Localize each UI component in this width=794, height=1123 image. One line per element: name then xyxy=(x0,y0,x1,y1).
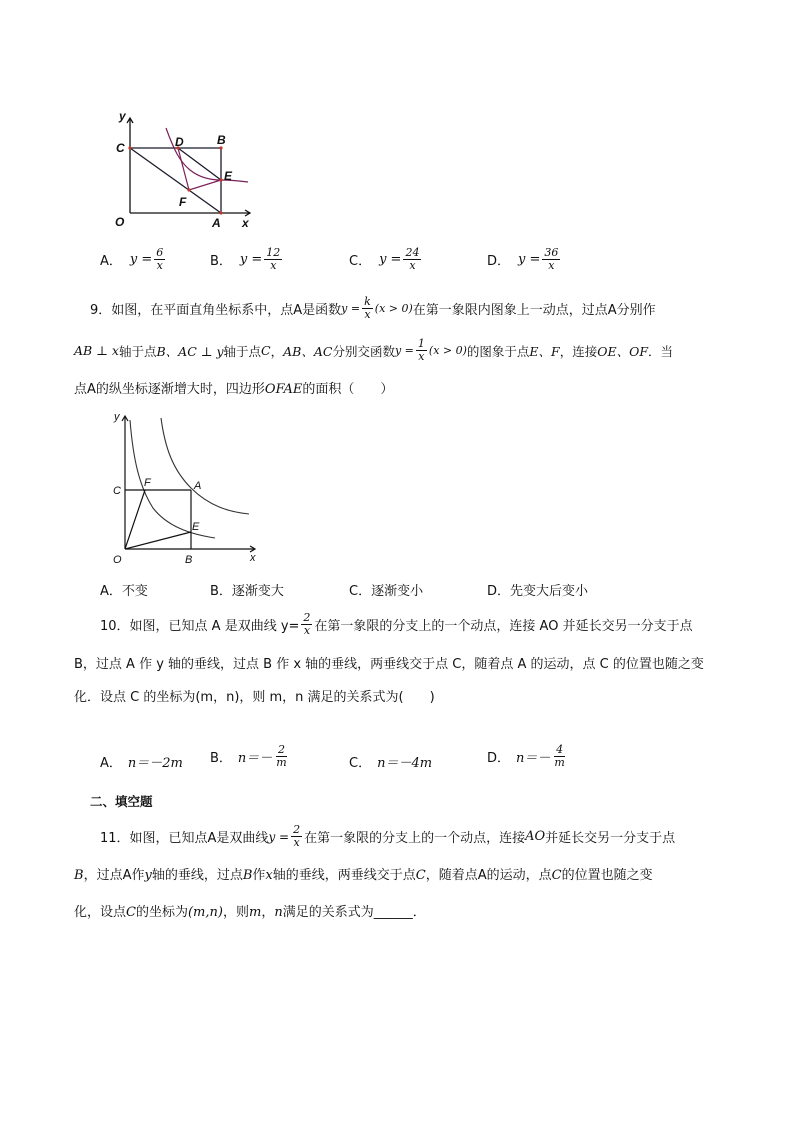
q9-lines xyxy=(125,490,191,549)
q8-label-O: O xyxy=(115,215,125,229)
q10-option-b-fraction: $\frac{2}{m}$ xyxy=(276,743,287,769)
q10-line-3: 化．设点 C 的坐标为(m，n)，则 m，n 满足的关系式为( ) xyxy=(74,690,435,705)
q9-label-F: F xyxy=(144,477,151,489)
q8-label-x: x xyxy=(242,216,249,230)
q9-option-a[interactable]: A．不变 xyxy=(100,584,148,599)
q9-line-2: AB ⊥ x 轴于点 B、AC ⊥ y 轴于点 C ， AB、AC 分别交函数 y = $\frac{1}{x}$ (x > 0) 的图象于点 E、F ，连接 OE、OF ．当 xyxy=(74,337,674,363)
q9-label-C: C xyxy=(113,485,121,497)
q9-label-A: A xyxy=(194,480,202,492)
q10-two-over-x: $\frac{2}{x}$ xyxy=(303,611,311,637)
q8-figure xyxy=(100,100,260,235)
q9-label-E: E xyxy=(192,521,200,533)
q11-line-1: 11．如图，已知点A是双曲线 y = $\frac{2}{x}$ 在第一象限的分支上的一个动点，连接 AO 并延长交另一分支于点 xyxy=(100,823,676,849)
q11-two-over-x: $\frac{2}{x}$ xyxy=(293,823,301,849)
q9-line-3: 点A的纵坐标逐渐增大时，四边形OFAE的面积（ ） xyxy=(74,382,394,397)
q9-option-d[interactable]: D．先变大后变小 xyxy=(487,584,589,599)
q9-label-B: B xyxy=(185,554,193,566)
q9-figure xyxy=(105,408,265,568)
q8-option-a[interactable]: A． y = $\frac{6}{x}$ xyxy=(100,246,164,272)
q8-label-E: E xyxy=(224,169,233,183)
q9-line-1: 9．如图，在平面直角坐标系中，点A是函数 y = $\frac{k}{x}$ (x > 0) 在第一象限内图象上一动点，过点A分别作 xyxy=(90,295,656,321)
q9-one-over-x: $\frac{1}{x}$ xyxy=(417,337,425,363)
q10-option-d[interactable]: D． n＝－ $\frac{4}{m}$ xyxy=(487,743,565,769)
q8-label-F: F xyxy=(179,195,187,209)
q11-line-3: 化，设点C的坐标为(m,n)，则m，n满足的关系式为______． xyxy=(74,905,426,920)
q8-option-b-fraction: $\frac{12}{x}$ xyxy=(266,246,281,272)
q10-option-c[interactable]: C． n＝－4m xyxy=(349,756,433,771)
q9-label-y: y xyxy=(114,411,120,423)
q9-option-b[interactable]: B．逐渐变大 xyxy=(210,584,284,599)
q10-option-d-fraction: $\frac{4}{m}$ xyxy=(554,743,565,769)
q11-line-2: B，过点A作y轴的垂线，过点B作x轴的垂线，两垂线交于点C，随着点A的运动，点C的位置也随之变 xyxy=(74,868,653,883)
q8-option-a-fraction: $\frac{6}{x}$ xyxy=(156,246,164,272)
q10-line-2: B，过点 A 作 y 轴的垂线，过点 B 作 x 轴的垂线，两垂线交于点 C，随着点 A 的运动，点 C 的位置也随之变 xyxy=(74,657,704,672)
q8-label-A: A xyxy=(212,216,221,230)
q10-option-b[interactable]: B． n＝－ $\frac{2}{m}$ xyxy=(210,743,287,769)
q9-option-c[interactable]: C．逐渐变小 xyxy=(349,584,424,599)
q8-label-C: C xyxy=(116,141,125,155)
q8-label-y: y xyxy=(119,109,126,123)
q8-option-c-fraction: $\frac{24}{x}$ xyxy=(405,246,420,272)
q9-label-x: x xyxy=(250,552,256,564)
q8-option-d[interactable]: D． y = $\frac{36}{x}$ xyxy=(487,246,559,272)
q8-option-b[interactable]: B． y = $\frac{12}{x}$ xyxy=(210,246,281,272)
q10-line-1: 10．如图，已知点 A 是双曲线 y= $\frac{2}{x}$ 在第一象限的分支上的一个动点，连接 AO 并延长交另一分支于点 xyxy=(100,611,693,637)
q8-label-D: D xyxy=(175,135,184,149)
q9-k-over-x: $\frac{k}{x}$ xyxy=(364,295,371,321)
q8-option-d-fraction: $\frac{36}{x}$ xyxy=(544,246,559,272)
q8-rectangle xyxy=(130,148,221,213)
q8-axes xyxy=(127,118,250,216)
q9-label-O: O xyxy=(113,554,122,566)
q8-option-c[interactable]: C． y = $\frac{24}{x}$ xyxy=(349,246,420,272)
q10-option-a[interactable]: A． n＝－2m xyxy=(100,756,183,771)
section-heading-fill-in: 二、填空题 xyxy=(90,794,153,809)
q8-label-B: B xyxy=(217,133,226,147)
